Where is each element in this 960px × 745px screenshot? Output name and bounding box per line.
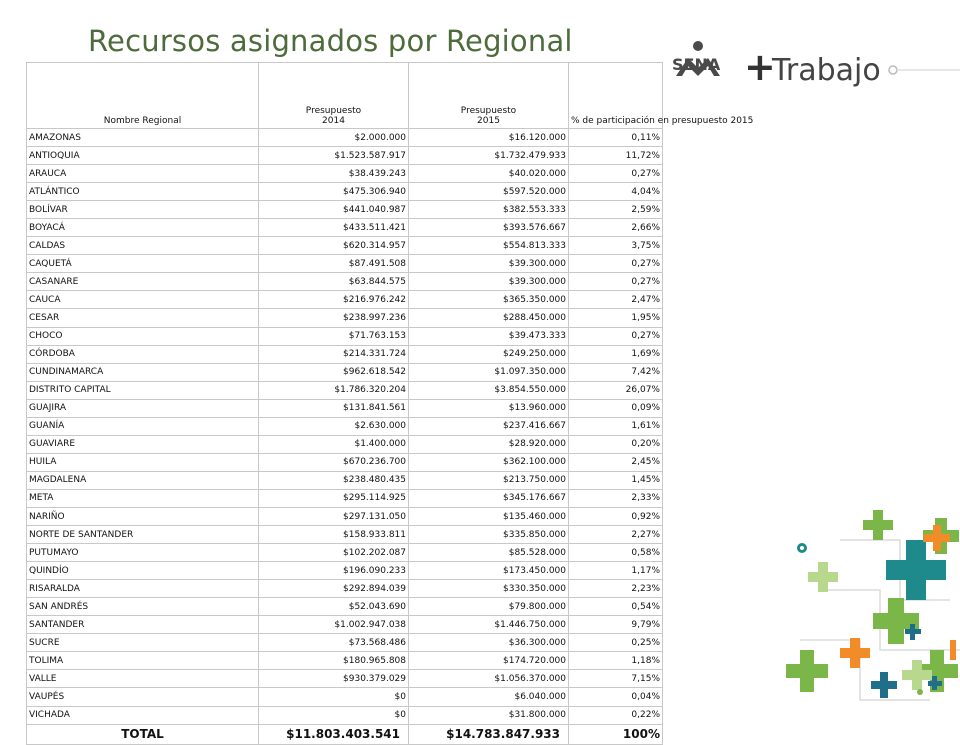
share: 0,27%	[569, 165, 663, 183]
table-row	[27, 526, 663, 544]
budget-2015: $1.446.750.000	[409, 616, 569, 634]
share: 0,27%	[569, 255, 663, 273]
budget-2014: $930.379.029	[259, 670, 409, 688]
budget-2014: $71.763.153	[259, 327, 409, 345]
budget-2014: $0	[259, 688, 409, 706]
table-row	[27, 291, 663, 309]
table-row	[27, 399, 663, 417]
table-row	[27, 706, 663, 724]
budget-2015: $1.097.350.000	[409, 363, 569, 381]
table-row	[27, 688, 663, 706]
budget-2015: $16.120.000	[409, 129, 569, 147]
share: 2,66%	[569, 219, 663, 237]
budget-2014: $196.090.233	[259, 562, 409, 580]
share: 0,09%	[569, 399, 663, 417]
budget-2014: $670.236.700	[259, 453, 409, 471]
region-name: NARIÑO	[27, 507, 259, 525]
table-row	[27, 363, 663, 381]
table-row	[27, 652, 663, 670]
share: 2,45%	[569, 453, 663, 471]
budget-2015: $237.416.667	[409, 417, 569, 435]
crosses-pattern-icon	[780, 500, 960, 720]
header-budget-2014-line1: Presupuesto	[305, 106, 362, 116]
budget-2014: $102.202.087	[259, 544, 409, 562]
region-name: VAUPÉS	[27, 688, 259, 706]
table-row	[27, 183, 663, 201]
share: 0,04%	[569, 688, 663, 706]
budget-2014: $297.131.050	[259, 507, 409, 525]
budget-2014: $0	[259, 706, 409, 724]
region-name: HUILA	[27, 453, 259, 471]
budget-2015: $36.300.000	[409, 634, 569, 652]
share: 0,54%	[569, 598, 663, 616]
table-row	[27, 201, 663, 219]
table-row	[27, 616, 663, 634]
table-row	[27, 580, 663, 598]
total-share: 100%	[569, 724, 663, 744]
total-label: TOTAL	[27, 724, 259, 744]
share: 0,25%	[569, 634, 663, 652]
header-budget-2014	[259, 63, 409, 129]
share: 1,61%	[569, 417, 663, 435]
region-name: CAUCA	[27, 291, 259, 309]
region-name: ANTIOQUIA	[27, 147, 259, 165]
budget-2015: $173.450.000	[409, 562, 569, 580]
budget-2015: $362.100.000	[409, 453, 569, 471]
region-name: SAN ANDRÉS	[27, 598, 259, 616]
table-row	[27, 147, 663, 165]
budget-2014: $52.043.690	[259, 598, 409, 616]
budget-2015: $28.920.000	[409, 435, 569, 453]
budget-2015: $249.250.000	[409, 345, 569, 363]
table-row	[27, 435, 663, 453]
region-name: SANTANDER	[27, 616, 259, 634]
budget-2014: $2.000.000	[259, 129, 409, 147]
budget-2014: $214.331.724	[259, 345, 409, 363]
table-row	[27, 562, 663, 580]
budget-2015: $288.450.000	[409, 309, 569, 327]
share: 7,15%	[569, 670, 663, 688]
share: 0,20%	[569, 435, 663, 453]
share: 2,27%	[569, 526, 663, 544]
total-row	[27, 724, 663, 744]
budget-2015: $393.576.667	[409, 219, 569, 237]
region-name: BOLÍVAR	[27, 201, 259, 219]
trabajo-text: Trabajo	[772, 53, 881, 88]
plus-sign: +	[744, 45, 776, 89]
sena-logo-text: SENA	[672, 55, 721, 74]
budget-2015: $85.528.000	[409, 544, 569, 562]
budget-2014: $131.841.561	[259, 399, 409, 417]
budget-2015: $13.960.000	[409, 399, 569, 417]
budget-2014: $441.040.987	[259, 201, 409, 219]
decorative-crosses	[780, 500, 960, 720]
budget-2014: $475.306.940	[259, 183, 409, 201]
budget-2015: $39.300.000	[409, 273, 569, 291]
table-row	[27, 345, 663, 363]
sena-logo-icon	[664, 36, 960, 102]
region-name: CASANARE	[27, 273, 259, 291]
share: 1,95%	[569, 309, 663, 327]
budget-2015: $365.350.000	[409, 291, 569, 309]
region-name: CESAR	[27, 309, 259, 327]
share: 0,27%	[569, 273, 663, 291]
total-budget-2014: $11.803.403.541	[259, 724, 409, 744]
budget-2014: $158.933.811	[259, 526, 409, 544]
share: 7,42%	[569, 363, 663, 381]
region-name: DISTRITO CAPITAL	[27, 381, 259, 399]
budget-2015: $6.040.000	[409, 688, 569, 706]
budget-2014: $1.786.320.204	[259, 381, 409, 399]
region-name: ARAUCA	[27, 165, 259, 183]
budget-2015: $213.750.000	[409, 471, 569, 489]
region-name: ATLÁNTICO	[27, 183, 259, 201]
budget-2015: $345.176.667	[409, 489, 569, 507]
share: 11,72%	[569, 147, 663, 165]
table-row	[27, 453, 663, 471]
budget-2014: $620.314.957	[259, 237, 409, 255]
budget-2015: $174.720.000	[409, 652, 569, 670]
share: 26,07%	[569, 381, 663, 399]
region-name: CHOCO	[27, 327, 259, 345]
table-row	[27, 544, 663, 562]
table-row	[27, 255, 663, 273]
share: 4,04%	[569, 183, 663, 201]
share: 0,11%	[569, 129, 663, 147]
region-name: RISARALDA	[27, 580, 259, 598]
table-row	[27, 165, 663, 183]
budget-2014: $2.630.000	[259, 417, 409, 435]
budget-2014: $87.491.508	[259, 255, 409, 273]
header-share: % de participación en presupuesto 2015	[569, 63, 663, 129]
region-name: META	[27, 489, 259, 507]
region-name: GUAVIARE	[27, 435, 259, 453]
share: 1,69%	[569, 345, 663, 363]
region-name: TOLIMA	[27, 652, 259, 670]
budget-2015: $1.732.479.933	[409, 147, 569, 165]
share: 0,92%	[569, 507, 663, 525]
region-name: CAQUETÁ	[27, 255, 259, 273]
share: 2,59%	[569, 201, 663, 219]
table-row	[27, 237, 663, 255]
budget-2014: $1.002.947.038	[259, 616, 409, 634]
share: 1,18%	[569, 652, 663, 670]
budget-2015: $597.520.000	[409, 183, 569, 201]
region-name: SUCRE	[27, 634, 259, 652]
table-row	[27, 129, 663, 147]
budget-2014: $38.439.243	[259, 165, 409, 183]
share: 0,22%	[569, 706, 663, 724]
budget-2015: $3.854.550.000	[409, 381, 569, 399]
sena-trabajo-logo	[664, 36, 960, 102]
region-name: GUANÍA	[27, 417, 259, 435]
header-budget-2014-line2: 2014	[322, 116, 345, 126]
header-region: Nombre Regional	[27, 63, 259, 129]
budget-2014: $216.976.242	[259, 291, 409, 309]
table-row	[27, 634, 663, 652]
share: 0,58%	[569, 544, 663, 562]
budget-2015: $135.460.000	[409, 507, 569, 525]
budget-2015: $330.350.000	[409, 580, 569, 598]
budget-2015: $39.473.333	[409, 327, 569, 345]
total-budget-2015: $14.783.847.933	[409, 724, 569, 744]
table-row	[27, 381, 663, 399]
budget-2014: $73.568.486	[259, 634, 409, 652]
budget-2014: $238.997.236	[259, 309, 409, 327]
share: 0,27%	[569, 327, 663, 345]
budget-2015: $554.813.333	[409, 237, 569, 255]
budget-2015: $40.020.000	[409, 165, 569, 183]
header-budget-2015-line1: Presupuesto	[460, 106, 517, 116]
budget-2014: $1.523.587.917	[259, 147, 409, 165]
budget-2015: $39.300.000	[409, 255, 569, 273]
share: 9,79%	[569, 616, 663, 634]
table-row	[27, 507, 663, 525]
table-row	[27, 417, 663, 435]
region-name: NORTE DE SANTANDER	[27, 526, 259, 544]
share: 2,23%	[569, 580, 663, 598]
table-row	[27, 309, 663, 327]
budget-2014: $180.965.808	[259, 652, 409, 670]
table-row	[27, 489, 663, 507]
budget-2014: $295.114.925	[259, 489, 409, 507]
table-header-row	[27, 63, 663, 129]
share: 1,17%	[569, 562, 663, 580]
budget-2015: $335.850.000	[409, 526, 569, 544]
share: 3,75%	[569, 237, 663, 255]
budget-2014: $292.894.039	[259, 580, 409, 598]
share: 1,45%	[569, 471, 663, 489]
share: 2,47%	[569, 291, 663, 309]
region-name: CALDAS	[27, 237, 259, 255]
budget-2014: $63.844.575	[259, 273, 409, 291]
table-row	[27, 670, 663, 688]
region-name: BOYACÁ	[27, 219, 259, 237]
header-budget-2015-line2: 2015	[477, 116, 500, 126]
budget-2014: $1.400.000	[259, 435, 409, 453]
table-row	[27, 471, 663, 489]
page-title: Recursos asignados por Regional	[88, 24, 573, 58]
region-name: CÓRDOBA	[27, 345, 259, 363]
header-budget-2015	[409, 63, 569, 129]
table-row	[27, 273, 663, 291]
region-name: GUAJIRA	[27, 399, 259, 417]
budget-2014: $962.618.542	[259, 363, 409, 381]
region-name: PUTUMAYO	[27, 544, 259, 562]
region-name: VALLE	[27, 670, 259, 688]
share: 2,33%	[569, 489, 663, 507]
budget-2015: $31.800.000	[409, 706, 569, 724]
budget-2014: $238.480.435	[259, 471, 409, 489]
budget-2015: $79.800.000	[409, 598, 569, 616]
table-row	[27, 219, 663, 237]
table-row	[27, 598, 663, 616]
region-name: CUNDINAMARCA	[27, 363, 259, 381]
region-name: QUINDÍO	[27, 562, 259, 580]
budget-2014: $433.511.421	[259, 219, 409, 237]
region-name: AMAZONAS	[27, 129, 259, 147]
region-name: VICHADA	[27, 706, 259, 724]
budget-2015: $382.553.333	[409, 201, 569, 219]
budget-2015: $1.056.370.000	[409, 670, 569, 688]
table-row	[27, 327, 663, 345]
region-name: MAGDALENA	[27, 471, 259, 489]
